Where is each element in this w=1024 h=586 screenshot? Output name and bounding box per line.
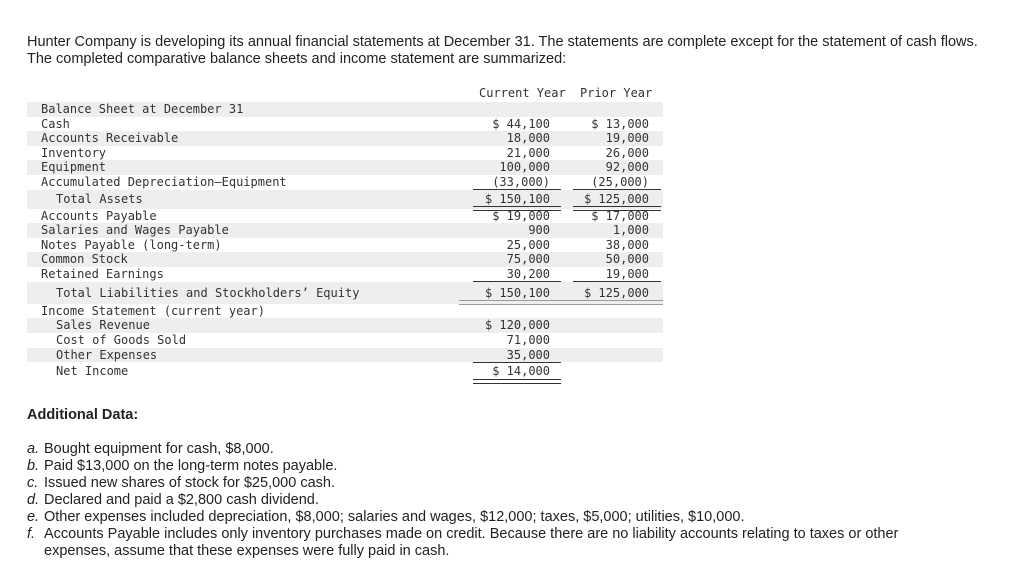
list-item: a. Bought equipment for cash, $8,000. [27,441,274,457]
table-row: Accumulated Depreciation—Equipment (33,000) (25,000) [27,175,663,190]
additional-data-list [27,441,927,560]
list-item: d. Declared and paid a $2,800 cash dividend. [27,492,319,508]
financial-statements-table [27,86,663,381]
net-income-row: Net Income $ 14,000 [27,362,663,381]
balance-sheet-heading: Balance Sheet at December 31 [27,102,663,117]
list-item: f. Accounts Payable includes only inventory purchases made on credit. Because there are no liability accounts relating to taxes or other expenses, assume that these expenses were fully paid in cash. [27,526,899,559]
table-row: Cash $ 44,100 $ 13,000 [41,116,649,131]
additional-data-title: Additional Data: [27,407,139,423]
current-year-header: Current Year [479,86,566,100]
total-double-rule [473,379,561,384]
table-row: Inventory 21,000 26,000 [41,145,649,160]
table-row: Equipment 100,000 92,000 [27,160,663,175]
income-statement-heading: Income Statement (current year) [41,303,265,318]
table-row: Other Expenses 35,000 [27,348,663,363]
table-row: Accounts Payable $ 19,000 $ 17,000 [41,208,649,223]
table-row: Cost of Goods Sold 71,000 [56,333,550,348]
total-assets-row: Total Assets $ 150,100 $ 125,000 [27,190,663,209]
list-item: b. Paid $13,000 on the long-term notes payable. [27,458,338,474]
table-row: Sales Revenue $ 120,000 [27,318,663,333]
table-row: Notes Payable (long-term) 25,000 38,000 [41,237,649,252]
list-item: c. Issued new shares of stock for $25,000 cash. [27,475,335,491]
prior-year-header: Prior Year [580,86,653,100]
list-item: e. Other expenses included depreciation, $8,000; salaries and wages, $12,000; taxes, $5,000; utilities, $10,000. [27,509,745,525]
table-row: Salaries and Wages Payable 900 1,000 [27,223,663,238]
table-row: Retained Earnings 30,200 19,000 [27,267,663,282]
table-row: Common Stock 75,000 50,000 [27,252,663,267]
table-row: Accounts Receivable 18,000 19,000 [27,131,663,146]
intro-paragraph: Hunter Company is developing its annual financial statements at December 31. The statements are complete except for the statement of cash flows. The completed comparative balance sheets and income statement are summarized: [27,34,978,67]
total-liabilities-row: Total Liabilities and Stockholders’ Equity $ 150,100 $ 125,000 [27,282,663,304]
column-header [27,86,663,102]
